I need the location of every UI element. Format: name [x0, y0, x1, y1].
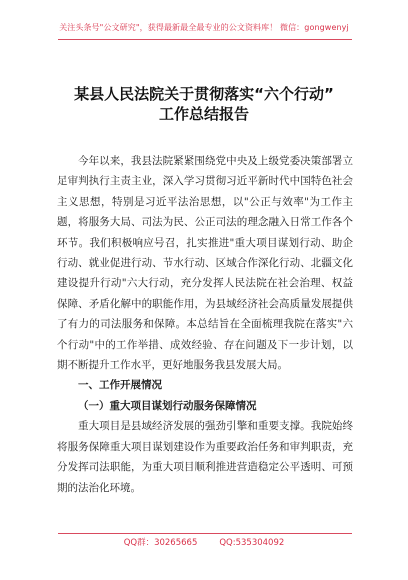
title-line-1: 某县人民法院关于贯彻落实“六个行动” [74, 85, 334, 103]
header-divider [58, 39, 352, 40]
section-heading-1: 一、工作开展情况 [78, 379, 162, 392]
header-promo-text: 关注头条号"公文研究"，获得最新最全最专业的公文资料库！ 微信：gongwenyj [59, 23, 349, 32]
subsection-paragraph-1: 重大项目是县域经济发展的强劲引擎和重要支撑。我院始终将服务保障重大项目谋划建设作为重要政治任务和审判职责，充分发挥司法职能，为重大项目顺利推进营造稳定公平透明、可预期的法治化环境。 [57, 420, 353, 494]
footer-contact [0, 536, 408, 548]
subsection-heading-1: （一）重大项目谋划行动服务保障情况 [78, 399, 257, 412]
document-title [30, 84, 378, 124]
footer-divider [58, 533, 352, 534]
intro-paragraph: 今年以来，我县法院紧紧围绕党中央及上级党委决策部署立足审判执行主责主业，深入学习贯彻习近平新时代中国特色社会主义思想，特别是习近平法治思想，以"公正与效率"为工作主题，将服务大局、司法为民、公正司法的理念融入日常工作各个环节。我们积极响应号召，扎实推进"重大项目谋划行动、助企行动、就业促进行动、节水行动、区域合作深化行动、北疆文化建设提升行动"六大行动，充分发挥人民法院在社会治理、权益保障、矛盾化解中的职能作用，为县域经济社会高质量发展提供了有力的司法服务和保障。本总结旨在全面梳理我院在落实"六个行动"中的工作举措、成效经验、存在问题及下一步计划，以期不断提升工作水平，更好地服务我县发展大局。 [57, 155, 353, 372]
document-body [57, 151, 353, 498]
footer-qq-group: QQ群：30265665 [123, 538, 198, 548]
footer-qq: QQ:535304092 [219, 538, 285, 548]
title-line-2: 工作总结报告 [158, 105, 249, 123]
